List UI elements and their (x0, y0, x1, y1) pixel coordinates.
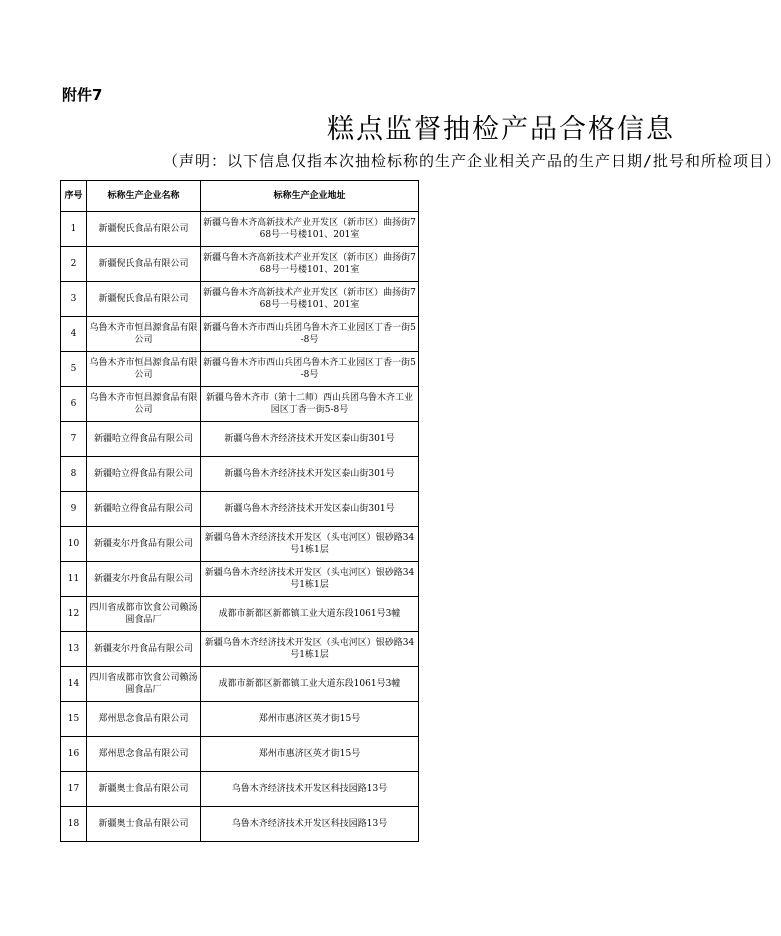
cell-serial: 3 (61, 282, 87, 317)
cell-company-address: 成都市新都区新都镇工业大道东段1061号3幢 (201, 667, 419, 702)
table-row (61, 737, 419, 772)
table-row (61, 702, 419, 737)
header-company-address: 标称生产企业地址 (201, 181, 419, 212)
cell-company-address: 乌鲁木齐经济技术开发区科技园路13号 (201, 772, 419, 807)
table-row (61, 667, 419, 702)
cell-company-address: 新疆乌鲁木齐高新技术产业开发区（新市区）曲扬街768号一号楼101、201室 (201, 212, 419, 247)
cell-serial: 1 (61, 212, 87, 247)
header-company-name: 标称生产企业名称 (87, 181, 201, 212)
cell-serial: 18 (61, 807, 87, 842)
table-row (61, 807, 419, 842)
cell-company-address: 乌鲁木齐经济技术开发区科技园路13号 (201, 807, 419, 842)
table-row (61, 457, 419, 492)
cell-company-address: 新疆乌鲁木齐高新技术产业开发区（新市区）曲扬街768号一号楼101、201室 (201, 282, 419, 317)
cell-company-name: 新疆麦尔丹食品有限公司 (87, 527, 201, 562)
table-row (61, 772, 419, 807)
cell-company-name: 新疆哈立得食品有限公司 (87, 457, 201, 492)
table-row (61, 247, 419, 282)
cell-company-address: 新疆乌鲁木齐经济技术开发区泰山街301号 (201, 492, 419, 527)
cell-serial: 5 (61, 352, 87, 387)
cell-company-name: 乌鲁木齐市恒昌源食品有限公司 (87, 352, 201, 387)
cell-company-name: 新疆麦尔丹食品有限公司 (87, 632, 201, 667)
cell-serial: 7 (61, 422, 87, 457)
cell-company-name: 新疆倪氏食品有限公司 (87, 212, 201, 247)
cell-company-address: 成都市新都区新都镇工业大道东段1061号3幢 (201, 597, 419, 632)
cell-serial: 6 (61, 387, 87, 422)
cell-company-name: 新疆倪氏食品有限公司 (87, 282, 201, 317)
cell-serial: 9 (61, 492, 87, 527)
cell-company-address: 新疆乌鲁木齐经济技术开发区（头屯河区）银砂路34号1栋1层 (201, 632, 419, 667)
cell-company-name: 新疆哈立得食品有限公司 (87, 492, 201, 527)
cell-company-address: 新疆乌鲁木齐市（第十二师）西山兵团乌鲁木齐工业园区丁香一街5-8号 (201, 387, 419, 422)
table-body (61, 212, 419, 842)
cell-company-address: 新疆乌鲁木齐高新技术产业开发区（新市区）曲扬街768号一号楼101、201室 (201, 247, 419, 282)
cell-company-name: 四川省成都市饮食公司赖汤圆食品厂 (87, 597, 201, 632)
cell-company-address: 新疆乌鲁木齐经济技术开发区泰山街301号 (201, 422, 419, 457)
cell-company-address: 新疆乌鲁木齐市西山兵团乌鲁木齐工业园区丁香一街5-8号 (201, 317, 419, 352)
cell-company-name: 四川省成都市饮食公司赖汤圆食品厂 (87, 667, 201, 702)
table-row (61, 387, 419, 422)
cell-serial: 10 (61, 527, 87, 562)
cell-serial: 15 (61, 702, 87, 737)
cell-company-name: 新疆奥士食品有限公司 (87, 807, 201, 842)
table-header-row (61, 181, 419, 212)
header-serial: 序号 (61, 181, 87, 212)
table-row (61, 597, 419, 632)
cell-serial: 2 (61, 247, 87, 282)
title-area (0, 0, 781, 175)
cell-company-address: 新疆乌鲁木齐经济技术开发区（头屯河区）银砂路34号1栋1层 (201, 527, 419, 562)
cell-serial: 8 (61, 457, 87, 492)
cell-company-address: 郑州市惠济区英才街15号 (201, 737, 419, 772)
cell-serial: 4 (61, 317, 87, 352)
cell-serial: 14 (61, 667, 87, 702)
table-row (61, 282, 419, 317)
cell-company-name: 新疆哈立得食品有限公司 (87, 422, 201, 457)
cell-serial: 17 (61, 772, 87, 807)
cell-company-address: 郑州市惠济区英才街15号 (201, 702, 419, 737)
table-row (61, 492, 419, 527)
table-row (61, 422, 419, 457)
cell-serial: 11 (61, 562, 87, 597)
attachment-label: 附件7 (62, 86, 103, 104)
page-subtitle: （声明：以下信息仅指本次抽检标称的生产企业相关产品的生产日期/批号和所检项目） (163, 152, 781, 170)
cell-company-name: 郑州思念食品有限公司 (87, 702, 201, 737)
inspection-table (60, 180, 419, 842)
table-row (61, 352, 419, 387)
table-row (61, 632, 419, 667)
cell-company-name: 郑州思念食品有限公司 (87, 737, 201, 772)
table-row (61, 562, 419, 597)
cell-company-name: 新疆倪氏食品有限公司 (87, 247, 201, 282)
cell-serial: 13 (61, 632, 87, 667)
table-row (61, 317, 419, 352)
cell-company-address: 新疆乌鲁木齐经济技术开发区泰山街301号 (201, 457, 419, 492)
cell-company-name: 乌鲁木齐市恒昌源食品有限公司 (87, 387, 201, 422)
cell-company-address: 新疆乌鲁木齐经济技术开发区（头屯河区）银砂路34号1栋1层 (201, 562, 419, 597)
cell-company-name: 乌鲁木齐市恒昌源食品有限公司 (87, 317, 201, 352)
cell-company-name: 新疆麦尔丹食品有限公司 (87, 562, 201, 597)
table-row (61, 527, 419, 562)
cell-company-name: 新疆奥士食品有限公司 (87, 772, 201, 807)
cell-company-address: 新疆乌鲁木齐市西山兵团乌鲁木齐工业园区丁香一街5-8号 (201, 352, 419, 387)
page-title: 糕点监督抽检产品合格信息 (327, 114, 675, 145)
cell-serial: 16 (61, 737, 87, 772)
cell-serial: 12 (61, 597, 87, 632)
table-row (61, 212, 419, 247)
